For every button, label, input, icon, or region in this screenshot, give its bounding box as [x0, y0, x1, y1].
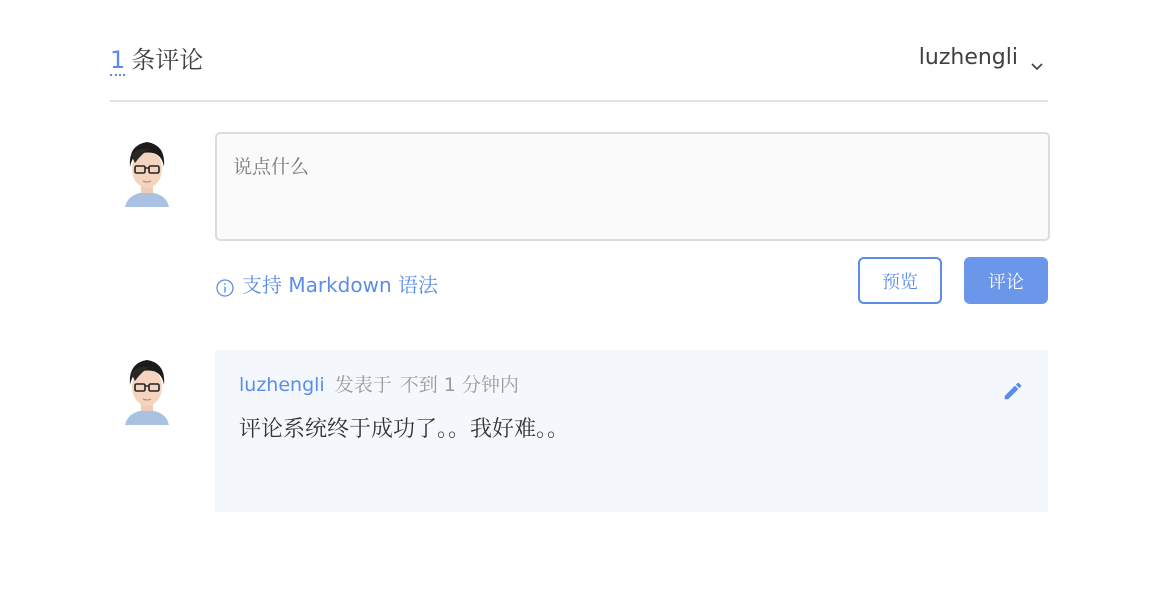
comment-body: 评论系统终于成功了。。我好难。。	[239, 417, 570, 442]
comment-author[interactable]: luzhengli	[239, 374, 325, 396]
user-menu[interactable]	[919, 42, 1044, 74]
markdown-hint-link[interactable]	[216, 269, 438, 298]
comment-item	[215, 350, 1048, 512]
chevron-down-icon	[1030, 51, 1044, 65]
info-icon	[216, 278, 234, 296]
comment-time: 不到 1 分钟内	[399, 374, 519, 396]
user-menu-name: luzhengli	[918, 45, 1018, 70]
avatar	[122, 137, 172, 207]
comment-avatar	[122, 355, 172, 425]
comment-input[interactable]	[217, 134, 1048, 239]
comment-count-number: 1	[110, 46, 126, 74]
edit-pencil-icon[interactable]	[1002, 380, 1024, 402]
comment-count-label: 条评论	[131, 46, 204, 74]
comment-count	[110, 44, 203, 76]
comment-meta	[239, 372, 519, 398]
preview-button[interactable]: 预览	[858, 257, 942, 304]
comment-posted-label: 发表于	[334, 374, 392, 396]
comments-header	[110, 40, 1048, 102]
markdown-hint-label: 支持 Markdown 语法	[242, 273, 438, 297]
comment-editor[interactable]	[215, 132, 1050, 241]
submit-comment-button[interactable]: 评论	[964, 257, 1048, 304]
